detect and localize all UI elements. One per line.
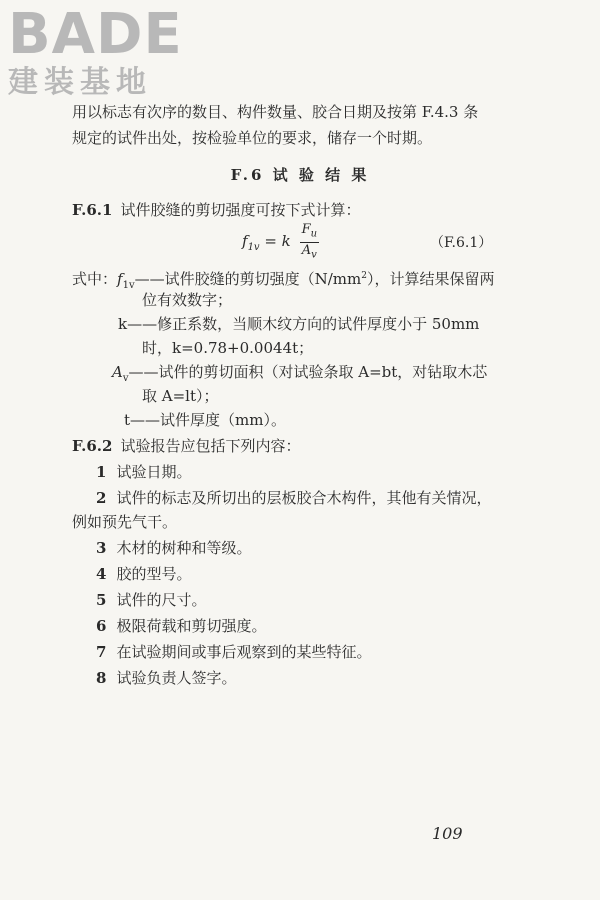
list-item: 1 试验日期。 <box>96 463 192 481</box>
section-title: F.6 试 验 结 果 <box>230 166 370 184</box>
equation-number: （F.6.1） <box>430 235 493 251</box>
formula-lhs: f <box>242 232 248 251</box>
where-a-line-2: 取 A=lt）； <box>142 387 219 405</box>
clause-number: F.6.1 <box>72 201 113 219</box>
list-item: 4 胶的型号。 <box>96 565 192 583</box>
list-item-continuation: 例如预先气干。 <box>72 513 178 531</box>
symbol-a: A <box>112 363 123 381</box>
where-f-line: 式中：$f_{1v}——$试件胶缝的剪切强度$(N/mm^2)$，计算结果保留两 <box>72 270 495 291</box>
where-label: 式中： <box>72 270 118 288</box>
logo-letters: BADE <box>8 2 183 67</box>
where-a-line: $A_v——$试件的剪切面积（对试验条取 A=bt，对钻取木芯 <box>112 363 488 384</box>
formula-f61 <box>242 222 319 262</box>
formula-eq: = k <box>259 232 291 251</box>
list-item: 7 在试验期间或事后观察到的某些特征。 <box>96 643 372 661</box>
list-item: 6 极限荷载和剪切强度。 <box>96 617 267 635</box>
formula-denominator: $A_v$ <box>301 242 317 261</box>
logo-chinese: 建装基地 <box>8 65 152 100</box>
where-t-line: t——试件厚度（mm）。 <box>124 411 286 429</box>
formula-lhs-sub: 1v <box>247 242 260 254</box>
formula-numerator: $F_u$ <box>300 222 319 243</box>
clause-f61 <box>72 200 360 220</box>
page-number: 109 <box>432 824 463 843</box>
list-item: 8 试验负责人签字。 <box>96 669 237 687</box>
list-item: 3 木材的树种和等级。 <box>96 539 252 557</box>
clause-number: F.6.2 <box>72 437 113 455</box>
formula-fraction <box>300 222 319 262</box>
intro-line-2: 规定的试件出处，按检验单位的要求，储存一个时期。 <box>72 129 433 147</box>
clause-text: 试件胶缝的剪切强度可按下式计算： <box>120 201 361 219</box>
clause-text: 试验报告应包括下列内容： <box>120 437 301 455</box>
where-f-line-2: 位有效数字； <box>142 291 233 309</box>
where-k-line-2: 时，k=0.78+0.0044t； <box>142 339 314 357</box>
list-item: 2 试件的标志及所切出的层板胶合木构件，其他有关情况， <box>96 489 492 507</box>
symbol-f: f <box>117 270 123 288</box>
intro-line-1: 用以标志有次序的数目、构件数量、胶合日期及按第 F.4.3 条 <box>72 103 479 121</box>
list-item: 5 试件的尺寸。 <box>96 591 207 609</box>
clause-f62 <box>72 436 300 456</box>
brand-logo <box>8 2 183 100</box>
where-k-line: k——修正系数，当顺木纹方向的试件厚度小于 50mm <box>118 315 480 333</box>
